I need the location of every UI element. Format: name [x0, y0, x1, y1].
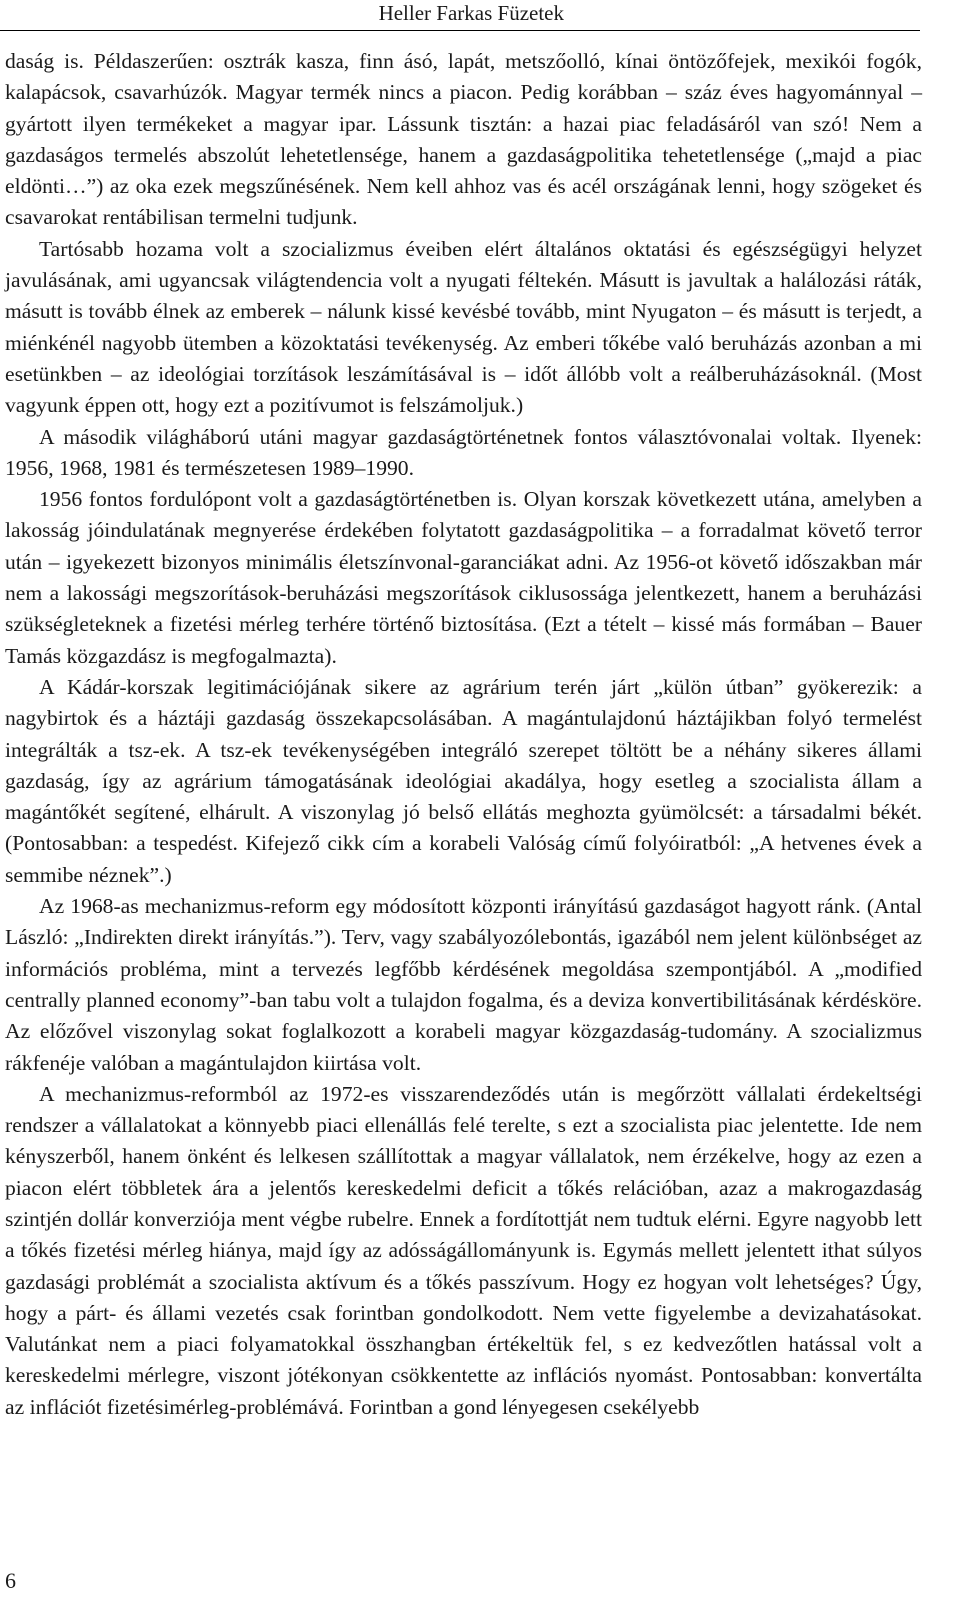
- paragraph: A Kádár-korszak legitimációjának sikere az agrárium terén járt „külön útban” gyökerezik: a nagybirtok és a háztáji gazdaság összekapcsolásában. A magántulajdonú háztájikban folyó termelést integrálták a tsz-ek. A tsz-ek tevékenységében integráló szerepet töltött be a néhány sikeres állami gazdaság, így az agrárium támogatásának ideológiai akadálya, hogy esetleg a szocialista állam a magántőkét segítené, elhárult. A viszonylag jó belső ellátás meghozta gyümölcsét: a társadalmi békét. (Pontosabban: a tespedést. Kifejező cikk cím a korabeli Valóság című folyóiratból: „A hetvenes évek a semmibe néznek”.): [5, 674, 922, 887]
- running-title: Heller Farkas Füzetek: [378, 1, 564, 25]
- body-text: [5, 46, 922, 1423]
- paragraph-continuation: daság is. Példaszerűen: osztrák kasza, finn ásó, lapát, metszőolló, kínai öntözőfejek, mexikói fogók, kalapácsok, csavarhúzók. Magyar termék nincs a piacon. Pedig korábban – száz éves hagyománnyal – gyártott ilyen termékeket a magyar ipar. Lássunk tisztán: a hazai piac feladásáról van szó! Nem a gazdaságos termelés abszolút lehetetlensége, hanem a gazdaságpolitika tehetetlensége („majd a piac eldönti…”) az oka ezek megszűnésének. Nem kell ahhoz vas és acél országának lenni, hogy szögeket és csavarokat rentábilisan termelni tudjunk.: [5, 49, 922, 230]
- page-number: 6: [5, 1568, 16, 1593]
- paragraph: A mechanizmus-reformból az 1972-es visszarendeződés után is megőrzött vállalati érdekeltségi rendszer a vállalatokat a könnyebb piaci ellenállás felé terelte, s ezt a szocialista piac jelentette. Ide nem kényszerből, hanem önként és lelkesen szállítottak a magyar vállalatok, nem érzékelve, hogy az ezen a piacon elért többletek ára a jelentős kereskedelmi deficit a tőkés relációban, azaz a makrogazdaság szintjén dollár konverziója ment végbe rubelre. Ennek a fordítottját nem tudtuk elérni. Egyre nagyobb lett a tőkés fizetési mérleg hiánya, majd így az adósságállományunk is. Egymás mellett jelentett ithat súlyos gazdasági problémát a szocialista aktívum és a tőkés passzívum. Hogy ez hogyan volt lehetséges? Úgy, hogy a párt- és állami vezetés csak forintban gondolkodott. Nem vette figyelembe a devizahatásokat. Valutánkat nem a piaci folyamatokkal összhangban értékeltük fel, s ez kedvezőtlen hatással volt a kereskedelmi mérlegre, viszont jótékonyan csökkentette az inflációs nyomást. Pontosabban: konvertálta az inflációt fizetésimérleg-problémává. Forintban a gond lényegesen csekélyebb: [5, 1081, 922, 1419]
- paragraph: 1956 fontos fordulópont volt a gazdaságtörténetben is. Olyan korszak következett utána, amelyben a lakosság jóindulatának megnyerése érdekében folytatott gazdaságpolitika – a forradalmat követő terror után – igyekezett bizonyos minimális életszínvonal-garanciákat adni. Az 1956-ot követő időszakban már nem a lakossági megszorítások-beruházási megszorítások ciklusossága jelentkezett, hanem a beruházási szükségleteknek a fizetési mérleg terhére történő biztosítása. (Ezt a tételt – kissé más formában – Bauer Tamás közgazdász is megfogalmazta).: [5, 487, 922, 668]
- paragraph: A második világháború utáni magyar gazdaságtörténetnek fontos választóvonalai voltak. Ilyenek: 1956, 1968, 1981 és természetesen 1989–1990.: [5, 424, 922, 480]
- paragraph: Tartósabb hozama volt a szocializmus éveiben elért általános oktatási és egészségügyi helyzet javulásának, ami ugyancsak világtendencia volt a nyugati féltekén. Másutt is javultak a halálozási ráták, másutt is tovább élnek az emberek – nálunk kissé kevésbé tovább, mint Nyugaton – és másutt is terjedt, a miénkénél nagyobb ütemben a közoktatási tevékenység. Az emberi tőkébe való beruházás azonban a mi esetünkben – az ideológiai torzítások leszámításával is – időt állóbb volt a reálberuházásoknál. (Most vagyunk éppen ott, hogy ezt a pozitívumot is felszámoljuk.): [5, 236, 922, 418]
- paragraph: Az 1968-as mechanizmus-reform egy módosított központi irányítású gazdaságot hagyott ránk. (Antal László: „Indirekten direkt irányítás.”). Terv, vagy szabályozólebontás, igazából nem jelent különbséget az információs probléma, mint a tervezés legfőbb kérdésének megoldása szempontjából. A „modified centrally planned economy”-ban tabu volt a tulajdon fogalma, és a deviza konvertibilitásának kérdésköre. Az előzővel viszonylag sokat foglalkozott a korabeli magyar közgazdaság-tudomány. A szocializmus rákfenéje valóban a magántulajdon kiirtása volt.: [5, 894, 922, 1075]
- running-header: [0, 0, 920, 31]
